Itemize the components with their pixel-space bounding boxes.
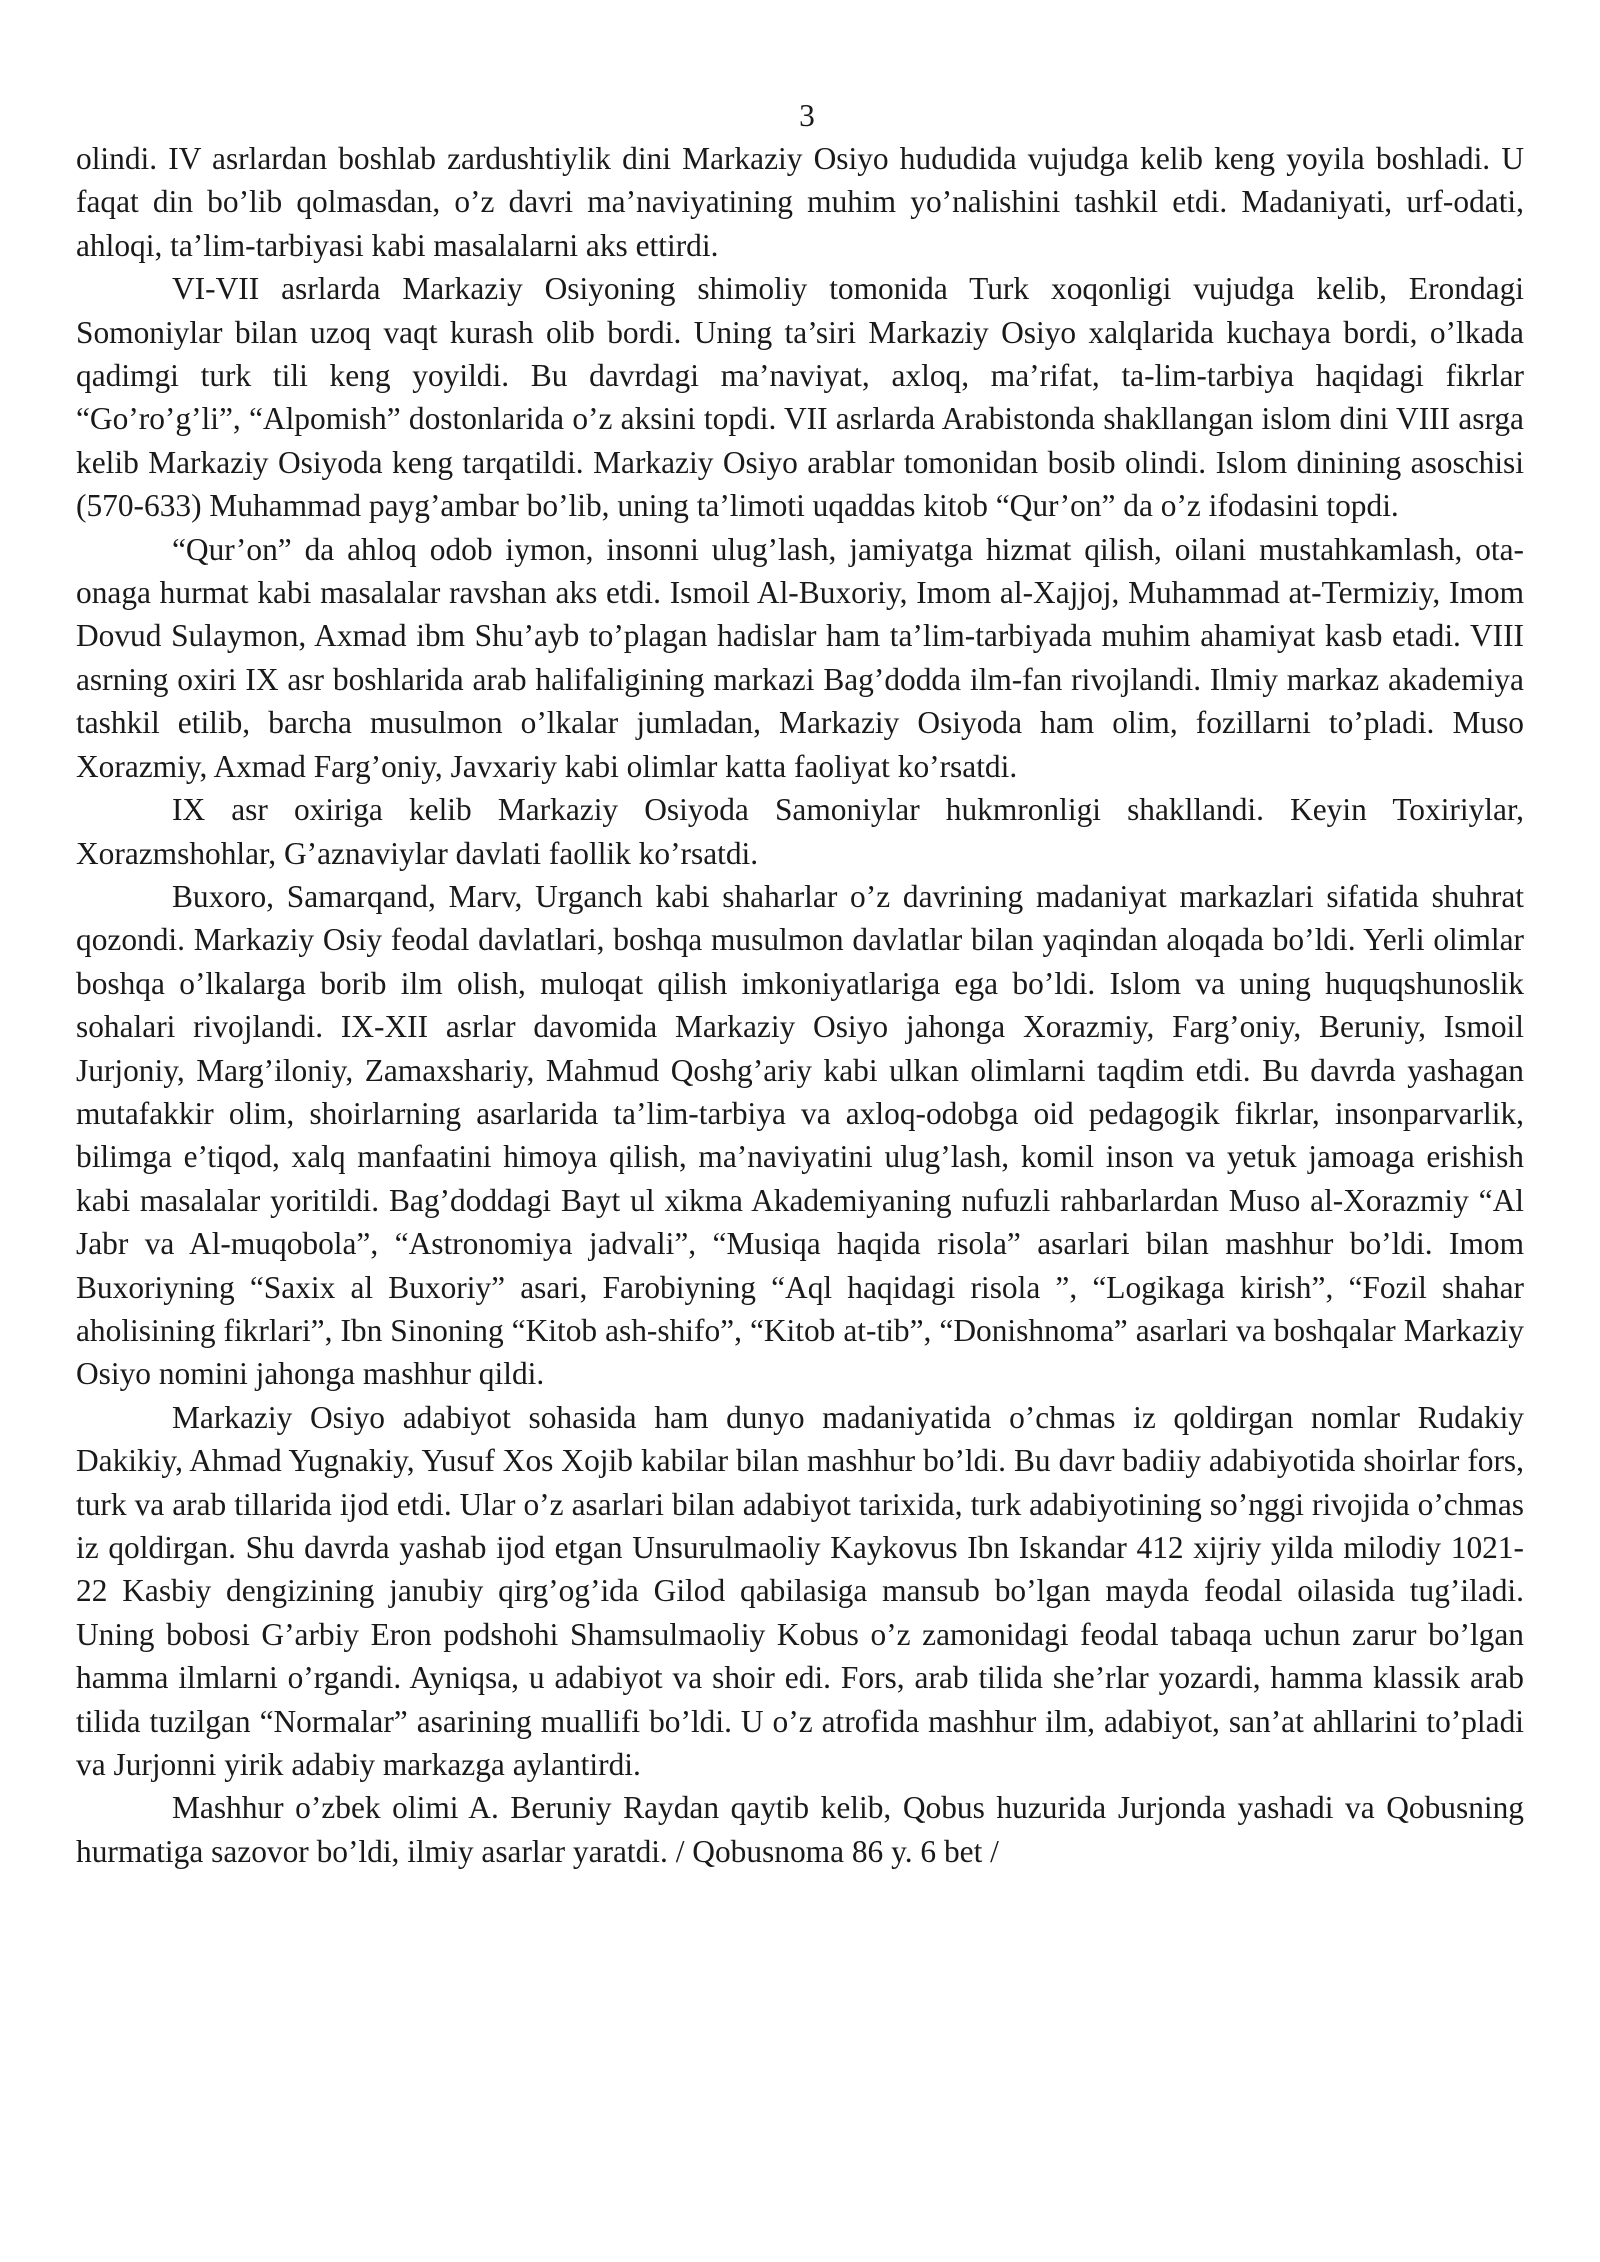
- paragraph-4: IX asr oxiriga kelib Markaziy Osiyoda Samoniylar hukmronligi shakllandi. Keyin Toxiriylar, Xorazmshohlar, G’aznaviylar davlati faollik ko’rsatdi.: [76, 792, 1524, 871]
- paragraph-7: Mashhur o’zbek olimi A. Beruniy Raydan qaytib kelib, Qobus huzurida Jurjonda yashadi va Qobusning hurmatiga sazovor bo’ldi, ilmiy asarlar yaratdi. / Qobusnoma 86 y. 6 bet /: [76, 1790, 1524, 1869]
- document-page: [76, 94, 1524, 1873]
- paragraph-6: Markaziy Osiyo adabiyot sohasida ham dunyo madaniyatida o’chmas iz qoldirgan nomlar Rudakiy Dakikiy, Ahmad Yugnakiy, Yusuf Xos Xojib kabilar bilan mashhur bo’ldi. Bu davr badiiy adabiyotida shoirlar fors, turk va arab tillarida ijod etdi. Ular o’z asarlari bilan adabiyot tarixida, turk adabiyotining so’nggi rivojida o’chmas iz qoldirgan. Shu davrda yashab ijod etgan Unsurulmaoliy Kaykovus Ibn Iskandar 412 xijriy yilda milodiy 1021-22 Kasbiy dengizining janubiy qirg’og’ida Gilod qabilasiga mansub bo’lgan mayda feodal oilasida tug’iladi. Uning bobosi G’arbiy Eron podshohi Shamsulmaoliy Kobus o’z zamonidagi feodal tabaqa uchun zarur bo’lgan hamma ilmlarni o’rgandi. Ayniqsa, u adabiyot va shoir edi. Fors, arab tilida she’rlar yozardi, hamma klassik arab tilida tuzilgan “Normalar” asarining muallifi bo’ldi. U o’z atrofida mashhur ilm, adabiyot, san’at ahllarini to’pladi va Jurjonni yirik adabiy markazga aylantirdi.: [76, 1399, 1524, 1783]
- page-number: 3: [799, 98, 815, 133]
- paragraph-1: olindi. IV asrlardan boshlab zardushtiylik dini Markaziy Osiyo hududida vujudga kelib keng yoyila boshladi. U faqat din bo’lib qolmasdan, o’z davri ma’naviyatining muhim yo’nalishini tashkil etdi. Madaniyati, urf-odati, ahloqi, ta’lim-tarbiyasi kabi masalalarni aks ettirdi.: [76, 141, 1524, 263]
- paragraph-5: Buxoro, Samarqand, Marv, Urganch kabi shaharlar o’z davrining madaniyat markazlari sifatida shuhrat qozondi. Markaziy Osiy feodal davlatlari, boshqa musulmon davlatlar bilan yaqindan aloqada bo’ldi. Yerli olimlar boshqa o’lkalarga borib ilm olish, muloqat qilish imkoniyatlariga ega bo’ldi. Islom va uning huquqshunoslik sohalari rivojlandi. IX-XII asrlar davomida Markaziy Osiyo jahonga Xorazmiy, Farg’oniy, Beruniy, Ismoil Jurjoniy, Marg’iloniy, Zamaxshariy, Mahmud Qoshg’ariy kabi ulkan olimlarni taqdim etdi. Bu davrda yashagan mutafakkir olim, shoirlarning asarlarida ta’lim-tarbiya va axloq-odobga oid pedagogik fikrlar, insonparvarlik, bilimga e’tiqod, xalq manfaatini himoya qilish, ma’naviyatini ulug’lash, komil inson va yetuk jamoaga erishish kabi masalalar yoritildi. Bag’doddagi Bayt ul xikma Akademiyaning nufuzli rahbarlardan Muso al-Xorazmiy “Al Jabr va Al-muqobola”, “Astronomiya jadvali”, “Musiqa haqida risola” asarlari bilan mashhur bo’ldi. Imom Buxoriyning “Saxix al Buxoriy” asari, Farobiyning “Aql haqidagi risola ”, “Logikaga kirish”, “Fozil shahar aholisining fikrlari”, Ibn Sinoning “Kitob ash-shifo”, “Kitob at-tib”, “Donishnoma” asarlari va boshqalar Markaziy Osiyo nomini jahonga mashhur qildi.: [76, 878, 1524, 1392]
- paragraph-2: VI-VII asrlarda Markaziy Osiyoning shimoliy tomonida Turk xoqonligi vujudga kelib, Erondagi Somoniylar bilan uzoq vaqt kurash olib bordi. Uning ta’siri Markaziy Osiyo xalqlarida kuchaya bordi, o’lkada qadimgi turk tili keng yoyildi. Bu davrdagi ma’naviyat, axloq, ma’rifat, ta-lim-tarbiya haqidagi fikrlar “Go’ro’g’li”, “Alpomish” dostonlarida o’z aksini topdi. VII asrlarda Arabistonda shakllangan islom dini VIII asrga kelib Markaziy Osiyoda keng tarqatildi. Markaziy Osiyo arablar tomonidan bosib olindi. Islom dinining asoschisi (570-633) Muhammad payg’ambar bo’lib, uning ta’limoti uqaddas kitob “Qur’on” da o’z ifodasini topdi.: [76, 271, 1524, 524]
- paragraph-3: “Qur’on” da ahloq odob iymon, insonni ulug’lash, jamiyatga hizmat qilish, oilani mustahkamlash, ota-onaga hurmat kabi masalalar ravshan aks etdi. Ismoil Al-Buxoriy, Imom al-Xajjoj, Muhammad at-Termiziy, Imom Dovud Sulaymon, Axmad ibm Shu’ayb to’plagan hadislar ham ta’lim-tarbiyada muhim ahamiyat kasb etadi. VIII asrning oxiri IX asr boshlarida arab halifaligining markazi Bag’dodda ilm-fan rivojlandi. Ilmiy markaz akademiya tashkil etilib, barcha musulmon o’lkalar jumladan, Markaziy Osiyoda ham olim, fozillarni to’pladi. Muso Xorazmiy, Axmad Farg’oniy, Javxariy kabi olimlar katta faoliyat ko’rsatdi.: [76, 531, 1524, 784]
